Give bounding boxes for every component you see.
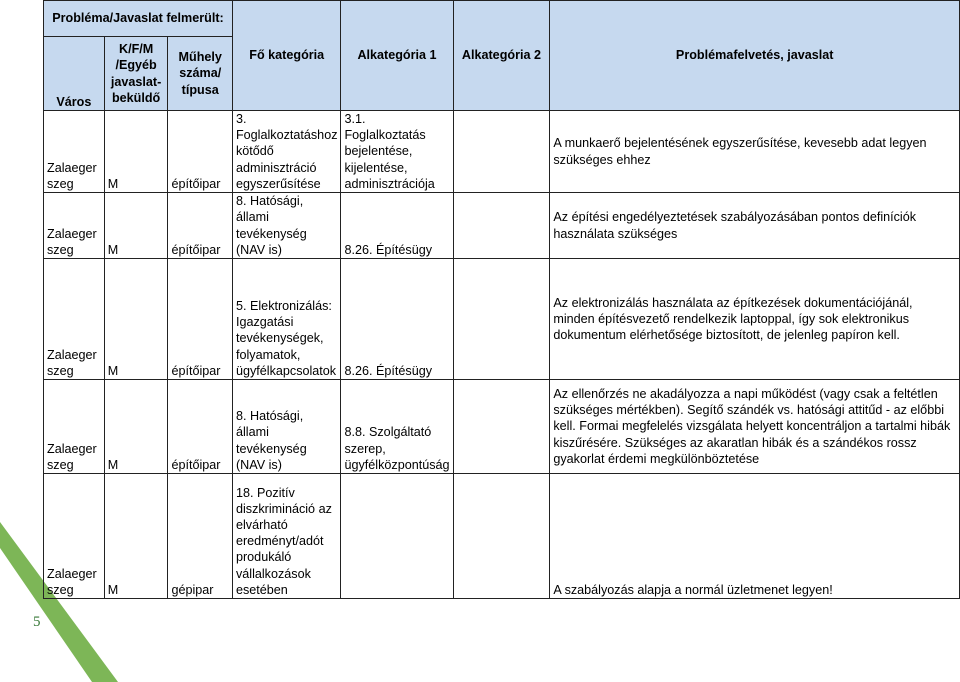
main-category-cell: 8. Hatósági, állami tevékenység (NAV is) <box>232 193 341 259</box>
proposal-cell: A szabályozás alapja a normál üzletmenet legyen! <box>550 474 960 599</box>
main-category-header: Fő kategória <box>232 1 341 111</box>
subcategory1-cell: 8.8. Szolgáltató szerep, ügyfélközpontúság <box>341 380 453 474</box>
city-cell: Zalaeger szeg <box>44 111 105 193</box>
proposal-cell: Az elektronizálás használata az építkezések dokumentációjánál, minden építésvezető rendelkezik laptoppal, így sok elektronikus dokumentum elérhetősége biztosított, de jelenleg papíron kell. <box>550 259 960 380</box>
subcategory2-header: Alkategória 2 <box>453 1 550 111</box>
subcategory1-cell: 3.1. Foglalkoztatás bejelentése, kijelentése, adminisztrációja <box>341 111 453 193</box>
city-header: Város <box>44 37 105 111</box>
main-category-cell: 5. Elektronizálás: Igazgatási tevékenységek, folyamatok, ügyfélkapcsolatok <box>232 259 341 380</box>
proposal-cell: Az építési engedélyeztetések szabályozásában pontos definíciók használata szükséges <box>550 193 960 259</box>
main-category-cell: 18. Pozitív diszkrimináció az elvárható eredményt/adót produkáló vállalkozások esetében <box>232 474 341 599</box>
subcategory2-cell <box>453 193 550 259</box>
proposal-cell: A munkaerő bejelentésének egyszerűsítése, kevesebb adat legyen szükséges ehhez <box>550 111 960 193</box>
proposal-table <box>43 0 960 599</box>
workshop-header: Műhely száma/ típusa <box>168 37 233 111</box>
subcategory1-cell: 8.26. Építésügy <box>341 259 453 380</box>
proposal-cell: Az ellenőrzés ne akadályozza a napi működést (vagy csak a feltétlen szükséges mértékben). Segítő szándék vs. hatósági attitűd - az előbbi kell. Formai megfelelés vizsgálata helyett koncentráljon a tartalmi hibák kiszűrésére. Szükséges az akaratlan hibák és a szándékos rossz gyakorlat érdemi megkülönböztetése <box>550 380 960 474</box>
page-number: 5 <box>33 614 41 630</box>
proposal-header: Problémafelvetés, javaslat <box>550 1 960 111</box>
table-row <box>44 111 960 193</box>
submitter-cell: M <box>104 380 168 474</box>
workshop-cell: gépipar <box>168 474 233 599</box>
subcategory1-header: Alkategória 1 <box>341 1 453 111</box>
workshop-cell: építőipar <box>168 111 233 193</box>
subcategory1-cell <box>341 474 453 599</box>
table-row <box>44 193 960 259</box>
workshop-cell: építőipar <box>168 380 233 474</box>
city-cell: Zalaeger szeg <box>44 259 105 380</box>
submitter-cell: M <box>104 111 168 193</box>
table-row <box>44 474 960 599</box>
submitter-cell: M <box>104 474 168 599</box>
submitter-header: K/F/M /Egyéb javaslat-beküldő <box>104 37 168 111</box>
main-category-cell: 3. Foglalkoztatáshoz kötődő adminisztráció egyszerűsítése <box>232 111 341 193</box>
city-cell: Zalaeger szeg <box>44 380 105 474</box>
city-cell: Zalaeger szeg <box>44 474 105 599</box>
subcategory1-cell: 8.26. Építésügy <box>341 193 453 259</box>
workshop-cell: építőipar <box>168 259 233 380</box>
subcategory2-cell <box>453 259 550 380</box>
subcategory2-cell <box>453 474 550 599</box>
main-category-cell: 8. Hatósági, állami tevékenység (NAV is) <box>232 380 341 474</box>
submitter-cell: M <box>104 259 168 380</box>
subcategory2-cell <box>453 380 550 474</box>
submitter-cell: M <box>104 193 168 259</box>
table-row <box>44 380 960 474</box>
city-cell: Zalaeger szeg <box>44 193 105 259</box>
subcategory2-cell <box>453 111 550 193</box>
workshop-cell: építőipar <box>168 193 233 259</box>
problem-group-header: Probléma/Javaslat felmerült: <box>44 1 233 37</box>
table-row <box>44 259 960 380</box>
